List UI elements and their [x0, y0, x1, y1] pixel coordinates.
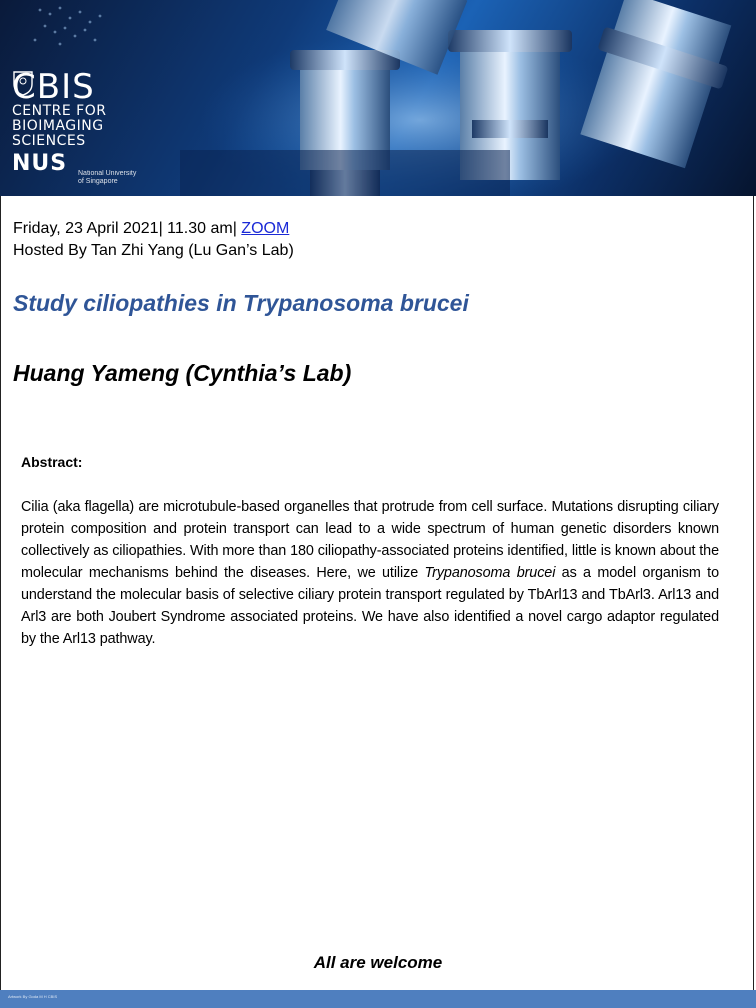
nus-crest-icon: [12, 70, 34, 96]
footer-credit: Artwork By Goda M H CBIS: [8, 994, 58, 999]
welcome-text: All are welcome: [313, 953, 443, 972]
abstract-heading: Abstract:: [21, 454, 83, 470]
logo-acronym: CBIS: [12, 67, 95, 107]
abstract-text-part1: Cilia (aka flagella) are microtubule-based organelles that protrude from cell surface. Mutations disrupting ciliary protein composition and protein transport can lead to a wide spectrum of human genetic disorders known collectively as ciliopathies. With more than 180 ciliopathy-associated proteins identified, little is known about the molecular mechanisms behind the diseases. Here, we utilize: [21, 499, 719, 581]
abstract-body: [21, 496, 719, 650]
abstract-text-part2: as a model organism to understand the molecular basis of selective ciliary protein transport regulated by TbArl13 and TbArl3. Arl13 and Arl3 are both Joubert Syndrome associated proteins. We have also identified a novel cargo adaptor regulated by the Arl13 pathway.: [21, 565, 719, 647]
logo-line-2: BIOIMAGING: [12, 118, 104, 134]
zoom-link[interactable]: ZOOM: [241, 220, 290, 237]
logo-nus: NUS: [12, 151, 68, 176]
header-banner: [0, 0, 756, 196]
talk-title: Study ciliopathies in Trypanosoma brucei: [13, 290, 469, 316]
logo-nus-subtitle: National University of Singapore: [78, 170, 137, 185]
event-host: Hosted By Tan Zhi Yang (Lu Gan’s Lab): [13, 242, 294, 259]
speaker-name: Huang Yameng (Cynthia’s Lab): [13, 360, 352, 386]
logo-line-3: SCIENCES: [12, 133, 86, 149]
logo-line-1: CENTRE FOR: [12, 103, 107, 119]
event-datetime-line: [13, 218, 294, 240]
dot-pattern: [34, 7, 102, 46]
abstract-organism: Trypanosoma brucei: [424, 565, 556, 581]
footer-bar: [0, 990, 756, 1008]
event-meta: [13, 218, 294, 262]
cbis-logo: [12, 67, 138, 186]
event-datetime: Friday, 23 April 2021| 11.30 am|: [13, 220, 242, 237]
